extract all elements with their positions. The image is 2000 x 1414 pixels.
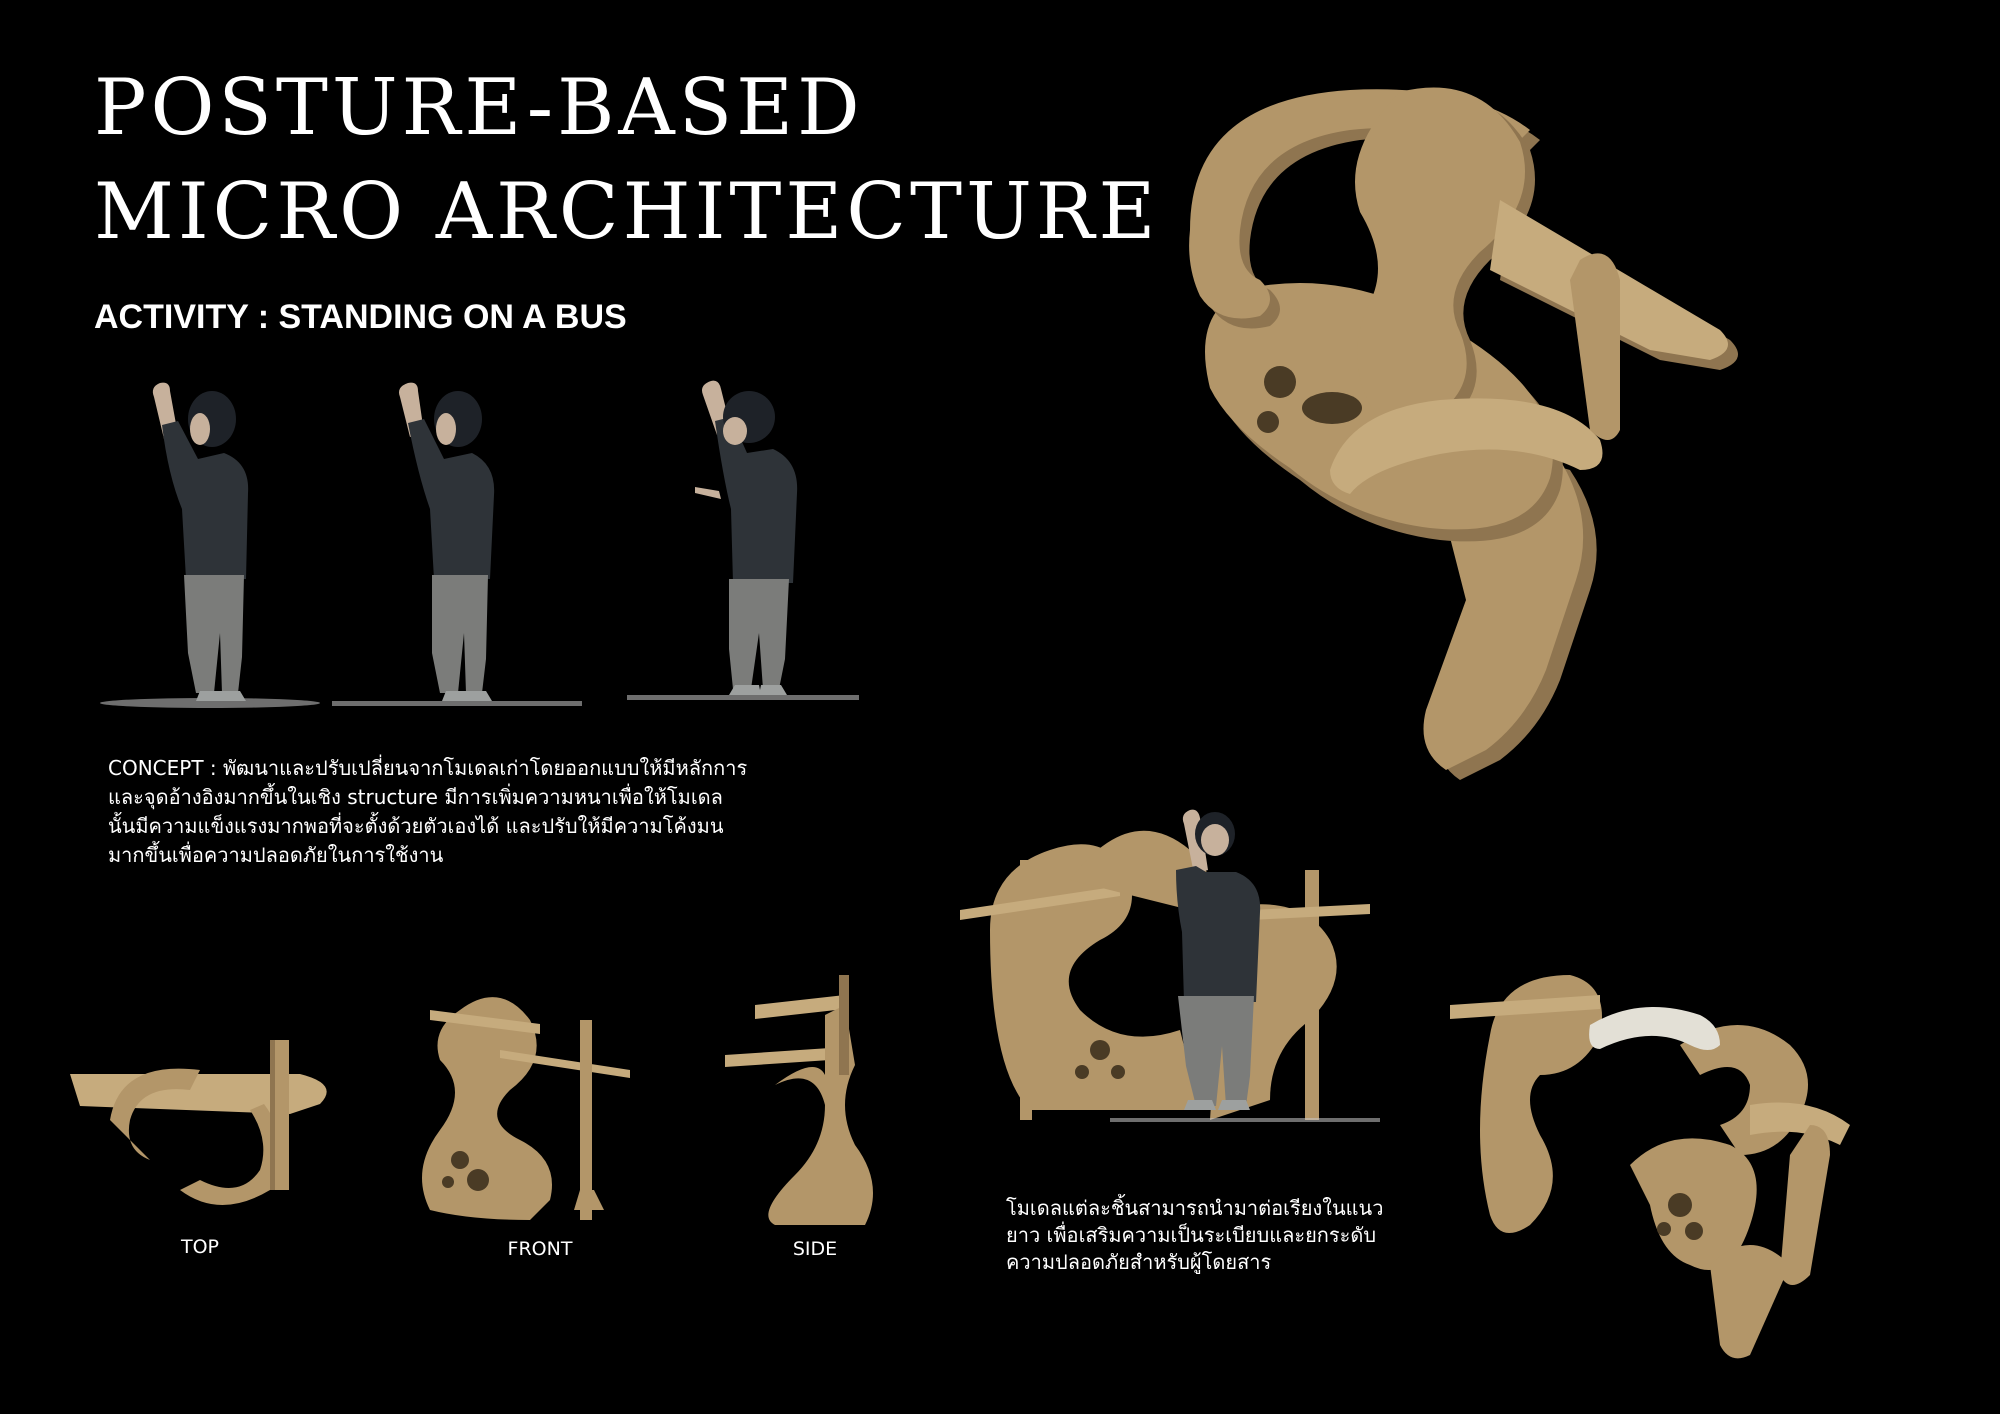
board-title <box>94 56 1159 264</box>
activity-heading: ACTIVITY : STANDING ON A BUS <box>94 298 627 336</box>
front-view-render <box>420 990 640 1230</box>
assembly-note: โมเดลแต่ละชิ้นสามารถนำมาต่อเรียงในแนวยาว เพื่อเสริมความเป็นระเบียบและยกระดับความปลอดภัยสำหรับผู้โดยสาร <box>1006 1196 1384 1274</box>
view-label-top: TOP <box>180 1236 220 1258</box>
posture-figure-3 <box>625 375 865 705</box>
perspective-model-render <box>1450 965 1890 1365</box>
concept-description: CONCEPT : พัฒนาและปรับเปลี่ยนจากโมเดลเก่าโดยออกแบบให้มีหลักการและจุดอ้างอิงมากขึ้นในเชิง structure มีการเพิ่มความหนาเพื่อให้โมเดลนั้นมีความแข็งแรงมากพอที่จะตั้งด้วยตัวเองได้ และปรับให้มีความโค้งมนมากขึ้นเพื่อความปลอดภัยในการใช้งาน <box>108 756 748 867</box>
posture-figure-2 <box>330 375 590 710</box>
view-label-front: FRONT <box>507 1238 573 1260</box>
title-line-1: POSTURE-BASED <box>94 63 864 153</box>
view-label-side: SIDE <box>792 1238 838 1260</box>
hero-model-render <box>1180 70 1820 810</box>
side-view-render <box>725 975 905 1235</box>
title-line-2: MICRO ARCHITECTURE <box>94 167 1160 257</box>
top-view-render <box>70 1030 340 1230</box>
elevation-with-person-render <box>960 800 1380 1130</box>
posture-figure-1 <box>100 375 310 710</box>
